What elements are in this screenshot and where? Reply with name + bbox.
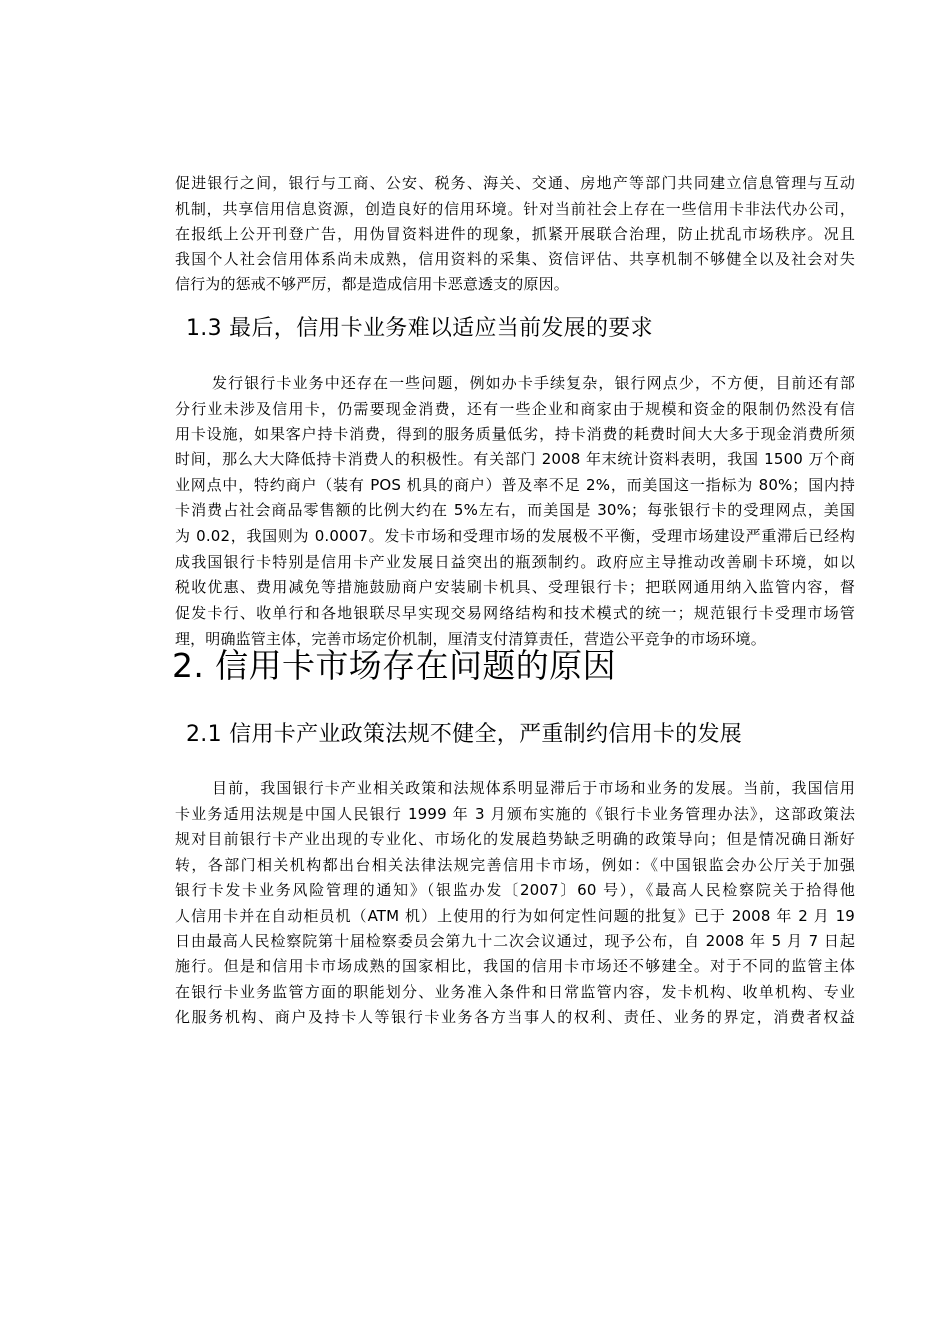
text-line: 我国个人社会信用体系尚未成熟，信用资料的采集、资信评估、共享机制不够健全以及社会对失 (175, 250, 855, 268)
text-line: 转，各部门相关机构都出台相关法律法规完善信用卡市场，例如：《中国银监会办公厅关于加强 (175, 856, 855, 874)
text-line: 卡消费占社会商品零售额的比例大约在 5%左右，而美国是 30%；每张银行卡的受理网点，美国 (175, 501, 855, 519)
text-line: 分行业未涉及信用卡，仍需要现金消费，还有一些企业和商家由于规模和资金的限制仍然没有信 (175, 400, 855, 418)
text-line: 税收优惠、费用减免等措施鼓励商户安装刷卡机具、受理银行卡；把联网通用纳入监管内容，督 (175, 578, 855, 596)
text-line: 施行。但是和信用卡市场成熟的国家相比，我国的信用卡市场还不够建全。对于不同的监管主体 (175, 957, 855, 975)
text-line: 成我国银行卡特别是信用卡产业发展日益突出的瓶颈制约。政府应主导推动改善刷卡环境，如以 (175, 553, 855, 571)
text-line: 发行银行卡业务中还存在一些问题，例如办卡手续复杂，银行网点少，不方便，目前还有部 (212, 374, 855, 392)
text-line: 目前，我国银行卡产业相关政策和法规体系明显滞后于市场和业务的发展。当前，我国信用 (212, 779, 855, 797)
text-line: 机制，共享信用信息资源，创造良好的信用环境。针对当前社会上存在一些信用卡非法代办公司， (175, 200, 855, 218)
text-line: 在报纸上公开刊登广告，用伪冒资料进件的现象，抓紧开展联合治理，防止扰乱市场秩序。况且 (175, 225, 855, 243)
text-line: 业网点中，特约商户（装有 POS 机具的商户）普及率不足 2%，而美国这一指标为 80%；国内持 (175, 476, 855, 494)
section-heading-1-3: 1.3 最后，信用卡业务难以适应当前发展的要求 (186, 316, 653, 341)
text-line: 促进银行之间，银行与工商、公安、税务、海关、交通、房地产等部门共同建立信息管理与互动 (175, 174, 855, 192)
text-line: 理，明确监管主体，完善市场定价机制，厘清支付清算责任，营造公平竞争的市场环境。 (175, 630, 766, 648)
section-heading-2-1: 2.1 信用卡产业政策法规不健全，严重制约信用卡的发展 (186, 722, 743, 747)
text-line: 促发卡行、收单行和各地银联尽早实现交易网络结构和技术模式的统一；规范银行卡受理市场管 (175, 604, 855, 622)
text-line: 化服务机构、商户及持卡人等银行卡业务各方当事人的权利、责任、业务的界定，消费者权益 (175, 1008, 855, 1026)
text-line: 人信用卡并在自动柜员机（ATM 机）上使用的行为如何定性问题的批复》已于 2008 年 2 月 19 (175, 907, 855, 925)
chapter-heading-2: 2. 信用卡市场存在问题的原因 (172, 646, 616, 685)
text-line: 卡业务适用法规是中国人民银行 1999 年 3 月颁布实施的《银行卡业务管理办法》，这部政策法 (175, 805, 855, 823)
text-line: 为 0.02，我国则为 0.0007。发卡市场和受理市场的发展极不平衡，受理市场建设严重滞后已经构 (175, 527, 855, 545)
text-line: 信行为的惩戒不够严厉，都是造成信用卡恶意透支的原因。 (175, 275, 569, 293)
text-line: 在银行卡业务监管方面的职能划分、业务准入条件和日常监管内容，发卡机构、收单机构、专业 (175, 983, 855, 1001)
text-line: 用卡设施，如果客户持卡消费，得到的服务质量低劣，持卡消费的耗费时间大大多于现金消费所须 (175, 425, 855, 443)
text-line: 银行卡发卡业务风险管理的通知》（银监办发〔2007〕60 号），《最高人民检察院关于拾得他 (175, 881, 855, 899)
text-line: 日由最高人民检察院第十届检察委员会第九十二次会议通过，现予公布，自 2008 年 5 月 7 日起 (175, 932, 855, 950)
text-line: 时间，那么大大降低持卡消费人的积极性。有关部门 2008 年末统计资料表明，我国 1500 万个商 (175, 450, 855, 468)
text-line: 规对目前银行卡产业出现的专业化、市场化的发展趋势缺乏明确的政策导向；但是情况确日渐好 (175, 830, 855, 848)
